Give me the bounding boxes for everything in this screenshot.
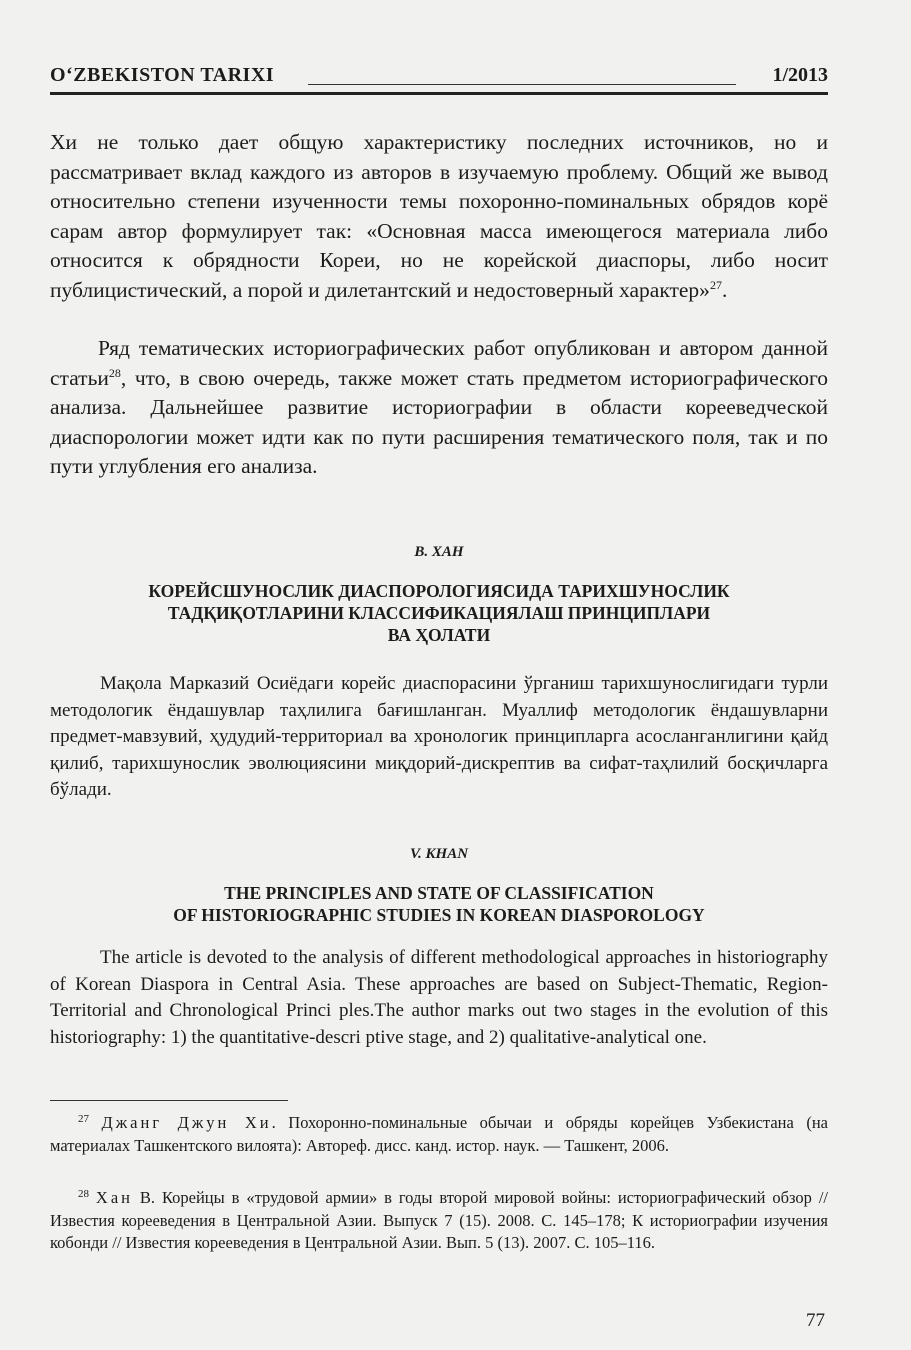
journal-title: O‘ZBEKISTON TARIXI xyxy=(50,64,275,86)
paragraph-2-text-b: , что, в свою очередь, также может стать предметом историографического анализа. Дальнейшее развитие историографии в области корееведческой диаспорологии может идти как по пути расширения тематического поля, так и по пути углубления его анализа. xyxy=(50,365,828,479)
running-header xyxy=(50,58,828,95)
footnote-separator xyxy=(50,1100,288,1101)
en-title-line-1: THE PRINCIPLES AND STATE OF CLASSIFICATION xyxy=(224,883,654,903)
header-rule xyxy=(308,84,736,85)
en-summary-title xyxy=(50,882,828,926)
footnote-28-text: В. Корейцы в «трудовой армии» в годы второй мировой войны: историографический обзор // Известия корееведения в Центральной Азии. Выпуск 7 (15). 2008. С. 145–178; К историографии изучения кобонди // Известия корееведения в Центральной Азии. Вып. 5 (13). 2007. С. 105–116. xyxy=(50,1188,828,1252)
footnote-28-author: Хан xyxy=(95,1188,133,1207)
en-summary-author: V. KHAN xyxy=(409,846,469,862)
uz-title-line-2: ТАДҚИҚОТЛАРИНИ КЛАССИФИКАЦИЯЛАШ ПРИНЦИПЛАРИ xyxy=(167,603,711,623)
page-number: 77 xyxy=(806,1310,825,1331)
uz-title-line-3: ВА ҲОЛАТИ xyxy=(387,625,491,645)
paragraph-1-end: . xyxy=(721,277,728,302)
issue-number: 1/2013 xyxy=(772,64,828,86)
footnote-27-number: 27 xyxy=(78,1113,89,1125)
en-summary-abstract: The article is devoted to the analysis of different methodological approaches in historiography of Korean Diaspora in Central Asia. These approaches are based on Subject-Thematic, Region-Territorial and Chronological Princi ples.The author marks out two stages in the evolution of this historiography: 1) the quantitative-descri ptive stage, and 2) qualitative-analytical one. xyxy=(50,947,828,1048)
uz-summary-abstract: Мақола Марказий Осиёдаги корейс диаспорасини ўрганиш тарихшунослигидаги турли методологик ёндашувлар таҳлилига бағишланган. Муаллиф методологик ёндашувларни предмет-мавзувий, ҳудудий-территориал ва хронологик принципларга асосланганлигини қайд қилиб, тарихшунослик эволюциясини миқдорий-дискрептив ва сифат-таҳлилий босқичларга бўлади. xyxy=(50,673,828,801)
footnote-ref-27[interactable]: 27 xyxy=(709,277,722,292)
uz-summary-author: В. ХАН xyxy=(414,544,464,560)
body-paragraph-2 xyxy=(50,334,828,482)
en-title-line-2: OF HISTORIOGRAPHIC STUDIES IN KOREAN DIASPOROLOGY xyxy=(173,905,705,925)
footnote-28-number: 28 xyxy=(78,1188,89,1200)
footnote-ref-28[interactable]: 28 xyxy=(108,365,121,380)
footnote-27-author: Джанг Джун Хи xyxy=(101,1113,272,1132)
paragraph-2-text-a: Ряд тематических историографических работ опубликован и автором данной статьи xyxy=(50,336,828,390)
uz-summary-title xyxy=(50,580,828,646)
body-paragraph-1 xyxy=(50,128,828,306)
footnote-27 xyxy=(50,1108,828,1157)
footnote-28 xyxy=(50,1183,828,1255)
uz-title-line-1: КОРЕЙСШУНОСЛИК ДИАСПОРОЛОГИЯСИДА ТАРИХШУНОСЛИК xyxy=(148,581,730,601)
paragraph-1-text: Хи не только дает общую характеристику последних источников, но и рассматривает вклад каждого из авторов в изучаемую проблему. Общий же вывод относительно степени изученности темы похоронно-поминальных обрядов корё сарам автор формулирует так: «Основная масса имеющегося материала либо относится к обрядности Кореи, но не корейской диаспоры, либо носит публицистический, а порой и дилетантский и недостоверный характер» xyxy=(50,130,828,302)
footnote-27-text: . Похоронно-поминальные обычаи и обряды корейцев Узбекистана (на материалах Ташкентского вилоята): Автореф. дисс. канд. истор. наук. — Ташкент, 2006. xyxy=(50,1113,829,1155)
